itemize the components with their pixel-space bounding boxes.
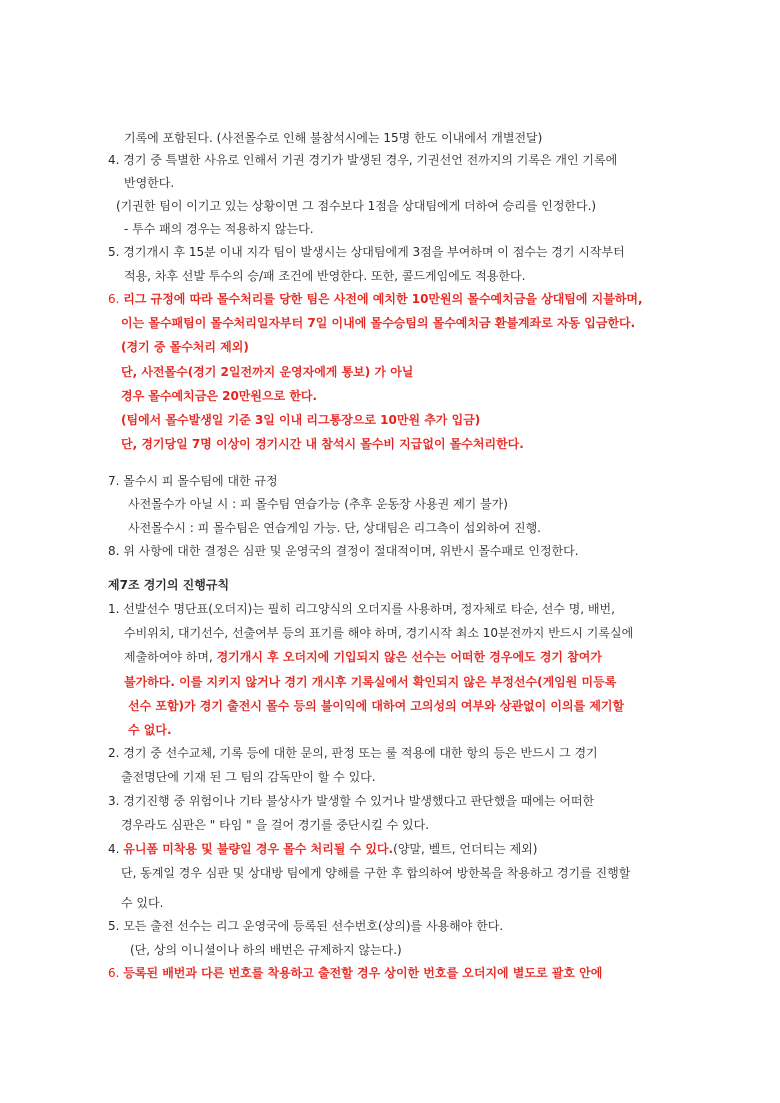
text-line: 수 있다. (121, 896, 164, 910)
section-heading: 제7조 경기의 진행규칙 (108, 578, 230, 592)
text-line: (단, 상의 이니셜이나 하의 배번은 규제하지 않는다.) (130, 943, 402, 957)
text-line: 4. 유니폼 미착용 및 불량일 경우 몰수 처리될 수 있다.(양말, 벨트, 언더티는 제외) (108, 842, 538, 856)
text-line: 6. 등록된 배번과 다른 번호를 착용하고 출전할 경우 상이한 번호를 오더지에 별도로 괄호 안에 (108, 966, 603, 980)
text-line: 1. 선발선수 명단표(오더지)는 필히 리그양식의 오더지를 사용하며, 정자체로 타순, 선수 명, 배번, (108, 602, 615, 616)
text-line: 단, 경기당일 7명 이상이 경기시간 내 참석시 몰수비 지급없이 몰수처리한다. (121, 437, 524, 451)
text-line: 수 없다. (128, 723, 172, 737)
text-line: 6. 리그 규정에 따라 몰수처리를 당한 팀은 사전에 예치한 10만원의 몰수예치금을 상대팀에 지불하며, (108, 292, 643, 306)
text-line: 4. 경기 중 특별한 사유로 인해서 기권 경기가 발생된 경우, 기권선언 전까지의 기록은 개인 기록에 (108, 153, 618, 167)
text-line: 사전몰수가 아닐 시 : 피 몰수팀 연습가능 (추후 운동장 사용권 제기 불가) (128, 497, 508, 511)
text-line: (경기 중 몰수처리 제외) (121, 340, 249, 354)
text-line: - 투수 패의 경우는 적용하지 않는다. (124, 222, 314, 236)
text-line: 경우라도 심판은 " 타임 " 을 걸어 경기를 중단시킬 수 있다. (121, 818, 430, 832)
text-line: 선수 포함)가 경기 출전시 몰수 등의 불이익에 대하여 고의성의 여부와 상관없이 이의를 제기할 (128, 699, 625, 713)
text-line: 출전명단에 기재 된 그 팀의 감독만이 할 수 있다. (121, 770, 376, 784)
text-line: 수비위치, 대기선수, 선출여부 등의 표기를 해야 하며, 경기시작 최소 10분전까지 반드시 기록실에 (124, 626, 634, 640)
text-line: 반영한다. (124, 176, 175, 190)
text-line: 5. 경기개시 후 15분 이내 지각 팀이 발생시는 상대팀에게 3점을 부여하며 이 점수는 경기 시작부터 (108, 245, 625, 259)
text-line: 7. 몰수시 피 몰수팀에 대한 규정 (108, 474, 278, 488)
text-line: 단, 동계일 경우 심판 및 상대방 팀에게 양해를 구한 후 합의하여 방한복을 착용하고 경기를 진행할 (121, 866, 631, 880)
text-line: 8. 위 사항에 대한 결정은 심판 및 운영국의 결정이 절대적이며, 위반시 몰수패로 인정한다. (108, 544, 579, 558)
text-line: 2. 경기 중 선수교체, 기록 등에 대한 문의, 판정 또는 룰 적용에 대한 항의 등은 반드시 그 경기 (108, 746, 598, 760)
text-line: 이는 몰수패팀이 몰수처리일자부터 7일 이내에 몰수승팀의 몰수예치금 환불계좌로 자동 입금한다. (121, 316, 636, 330)
text-line: 3. 경기진행 중 위험이나 기타 불상사가 발생할 수 있거나 발생했다고 판단했을 때에는 어떠한 (108, 794, 595, 808)
text-line: 경우 몰수예치금은 20만원으로 한다. (121, 389, 318, 403)
text-line: (팀에서 몰수발생일 기준 3일 이내 리그통장으로 10만원 추가 입금) (121, 413, 481, 427)
text-line: 적용, 차후 선발 투수의 승/패 조건에 반영한다. 또한, 콜드게임에도 적용한다. (124, 269, 526, 283)
text-line: 단, 사전몰수(경기 2일전까지 운영자에게 통보) 가 아닐 (121, 365, 414, 379)
text-line: 5. 모든 출전 선수는 리그 운영국에 등록된 선수번호(상의)를 사용해야 한다. (108, 919, 504, 933)
text-line: 제출하여야 하며, 경기개시 후 오더지에 기입되지 않은 선수는 어떠한 경우에도 경기 참여가 (124, 650, 602, 664)
text-line: 기록에 포함된다. (사전몰수로 인해 불참석시에는 15명 한도 이내에서 개별전달) (124, 131, 543, 145)
text-line: 사전몰수시 : 피 몰수팀은 연습게임 가능. 단, 상대팀은 리그측이 섭외하여 진행. (128, 521, 541, 535)
text-line: (기권한 팀이 이기고 있는 상황이면 그 점수보다 1점을 상대팀에게 더하여 승리를 인정한다.) (116, 199, 597, 213)
text-line: 불가하다. 이를 지키지 않거나 경기 개시후 기록실에서 확인되지 않은 부정선수(게임원 미등록 (124, 675, 617, 689)
